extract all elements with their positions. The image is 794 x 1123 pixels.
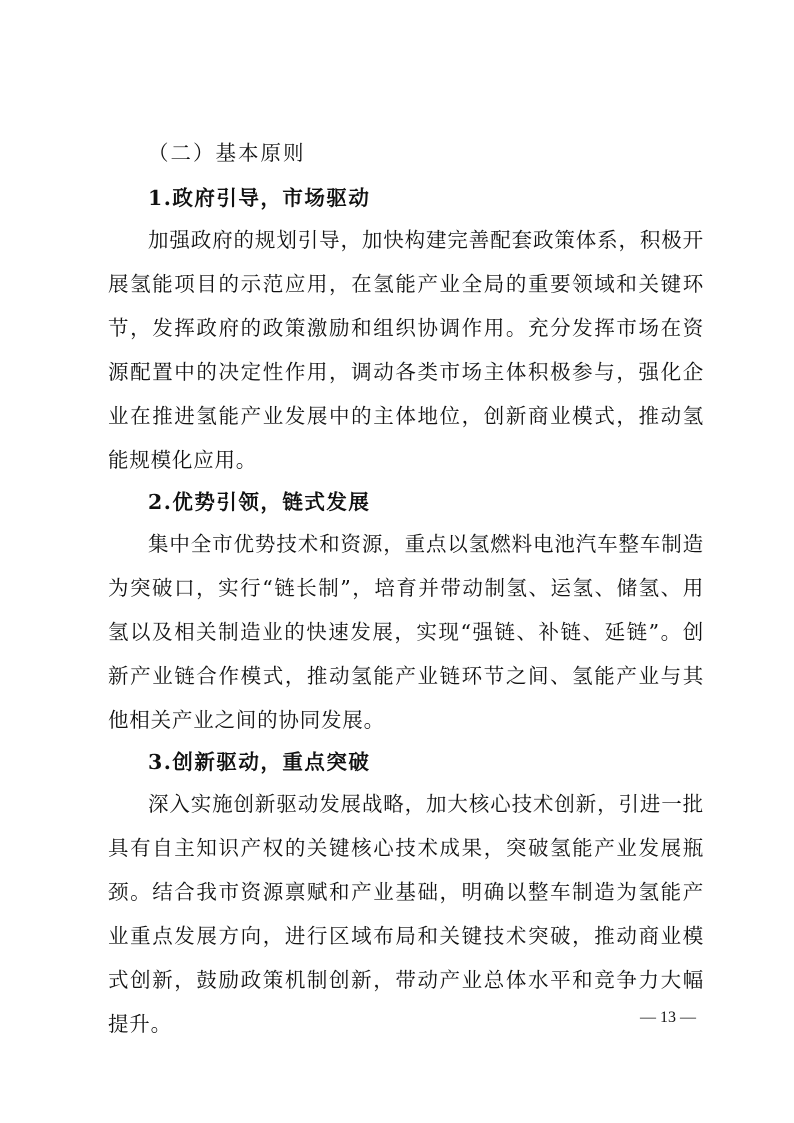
principle-paragraph-1: 加强政府的规划引导，加快构建完善配套政策体系，积极开展氢能项目的示范应用，在氢能产业全局的重要领域和关键环节，发挥政府的政策激励和组织协调作用。充分发挥市场在资源配置中的决定性作用，调动各类市场主体积极参与，强化企业在推进氢能产业发展中的主体地位，创新商业模式，推动氢能规模化应用。: [108, 228, 704, 472]
principle-heading-3: 3.创新驱动，重点突破: [148, 750, 371, 774]
principle-paragraph-2: 集中全市优势技术和资源，重点以氢燃料电池汽车整车制造为突破口，实行“链长制”，培育并带动制氢、运氢、储氢、用氢以及相关制造业的快速发展，实现“强链、补链、延链”。创新产业链合作模式，推动氢能产业链环节之间、氢能产业与其他相关产业之间的协同发展。: [108, 532, 704, 732]
principle-paragraph-3: 深入实施创新驱动发展战略，加大核心技术创新，引进一批具有自主知识产权的关键核心技术成果，突破氢能产业发展瓶颈。结合我市资源禀赋和产业基础，明确以整车制造为氢能产业重点发展方向，进行区域布局和关键技术突破，推动商业模式创新，鼓励政策机制创新，带动产业总体水平和竞争力大幅提升。: [108, 792, 704, 1036]
principle-heading-2: 2.优势引领，链式发展: [148, 490, 371, 514]
page-number: — 13 —: [640, 1009, 696, 1026]
principle-heading-1: 1.政府引导，市场驱动: [148, 186, 371, 210]
section-heading: （二）基本原则: [148, 141, 306, 165]
